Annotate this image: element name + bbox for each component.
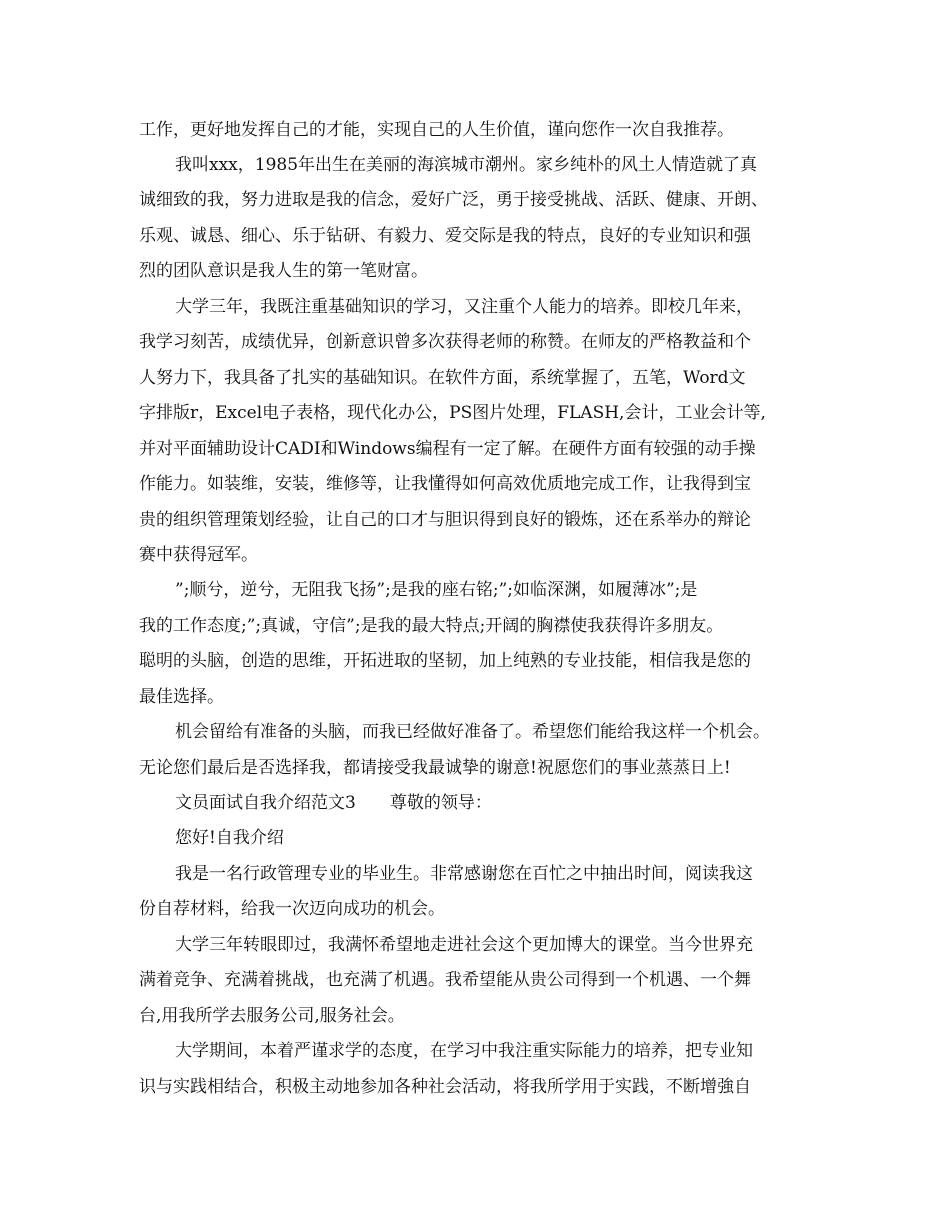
text-line: 工作，更好地发挥自己的才能，实现自己的人生价值，谨向您作一次自我推荐。 bbox=[139, 120, 734, 140]
greeting-line: 您好!自我介绍 bbox=[175, 828, 284, 848]
text-line: 我叫xxx，1985年出生在美丽的海滨城市潮州。家乡纯朴的风土人情造就了真 bbox=[175, 155, 758, 175]
text-line: 机会留给有准备的头脑，而我已经做好准备了。希望您们能给我这样一个机会。 bbox=[175, 722, 770, 742]
text-line: 大学三年，我既注重基础知识的学习，又注重个人能力的培养。即校几年来， bbox=[175, 297, 753, 317]
text-line: 大学期间，本着严谨求学的态度，在学习中我注重实际能力的培养，把专业知 bbox=[175, 1041, 753, 1061]
text-line: 我的工作态度;”;真诚，守信”;是我的最大特点;开阔的胸襟使我获得许多朋友。 bbox=[139, 616, 724, 636]
text-line: 乐观、诚恳、细心、乐于钻研、有毅力、爱交际是我的特点，良好的专业知识和强 bbox=[139, 226, 751, 246]
section-heading: 文员面试自我介绍范文3 尊敬的领导： bbox=[175, 793, 492, 813]
text-line: 我学习刻苦，成绩优异，创新意识曾多次获得老师的称赞。在师友的严格教益和个 bbox=[139, 332, 751, 352]
text-line: 大学三年转眼即过，我满怀希望地走进社会这个更加博大的课堂。当今世界充 bbox=[175, 935, 753, 955]
text-line: 赛中获得冠军。 bbox=[139, 545, 258, 565]
text-line: 我是一名行政管理专业的毕业生。非常感谢您在百忙之中抽出时间，阅读我这 bbox=[175, 864, 753, 884]
text-line: 贵的组织管理策划经验，让自己的口才与胆识得到良好的锻炼，还在系举办的辩论 bbox=[139, 510, 751, 530]
text-line: 台,用我所学去服务公司,服务社会。 bbox=[139, 1006, 405, 1026]
text-line: 人努力下，我具备了扎实的基础知识。在软件方面，系统掌握了，五笔，Word文 bbox=[139, 368, 746, 388]
text-line: 最佳选择。 bbox=[139, 687, 224, 707]
text-line: 并对平面辅助设计CADI和Windows编程有一定了解。在硬件方面有较强的动手操 bbox=[139, 439, 756, 459]
text-line: 满着竞争、充满着挑战，也充满了机遇。我希望能从贵公司得到一个机遇、一个舞 bbox=[139, 970, 751, 990]
text-line: 识与实践相结合，积极主动地参加各种社会活动，将我所学用于实践，不断增強自 bbox=[139, 1077, 751, 1097]
text-line: 聪明的头脑，创造的思维，开拓进取的坚韧，加上纯熟的专业技能，相信我是您的 bbox=[139, 651, 751, 671]
text-line: 无论您们最后是否选择我，都请接受我最诚挚的谢意!祝愿您们的事业蒸蒸日上! bbox=[139, 758, 731, 778]
text-line: 烈的团队意识是我人生的第一笔财富。 bbox=[139, 261, 428, 281]
text-line: 份自荐材料，给我一次迈向成功的机会。 bbox=[139, 899, 445, 919]
text-line: 诚细致的我，努力进取是我的信念，爱好广泛，勇于接受挑战、活跃、健康、开朗、 bbox=[139, 190, 768, 210]
text-line: 字排版r，Excel电子表格，现代化办公，PS图片处理，FLASH,会计，工业会计等, bbox=[139, 403, 766, 423]
text-line: 作能力。如装维，安装，维修等，让我懂得如何高效优质地完成工作，让我得到宝 bbox=[139, 474, 751, 494]
text-line: ”;顺兮，逆兮，无阻我飞扬”;是我的座右铭;”;如临深渊，如履薄冰”;是 bbox=[175, 580, 698, 600]
